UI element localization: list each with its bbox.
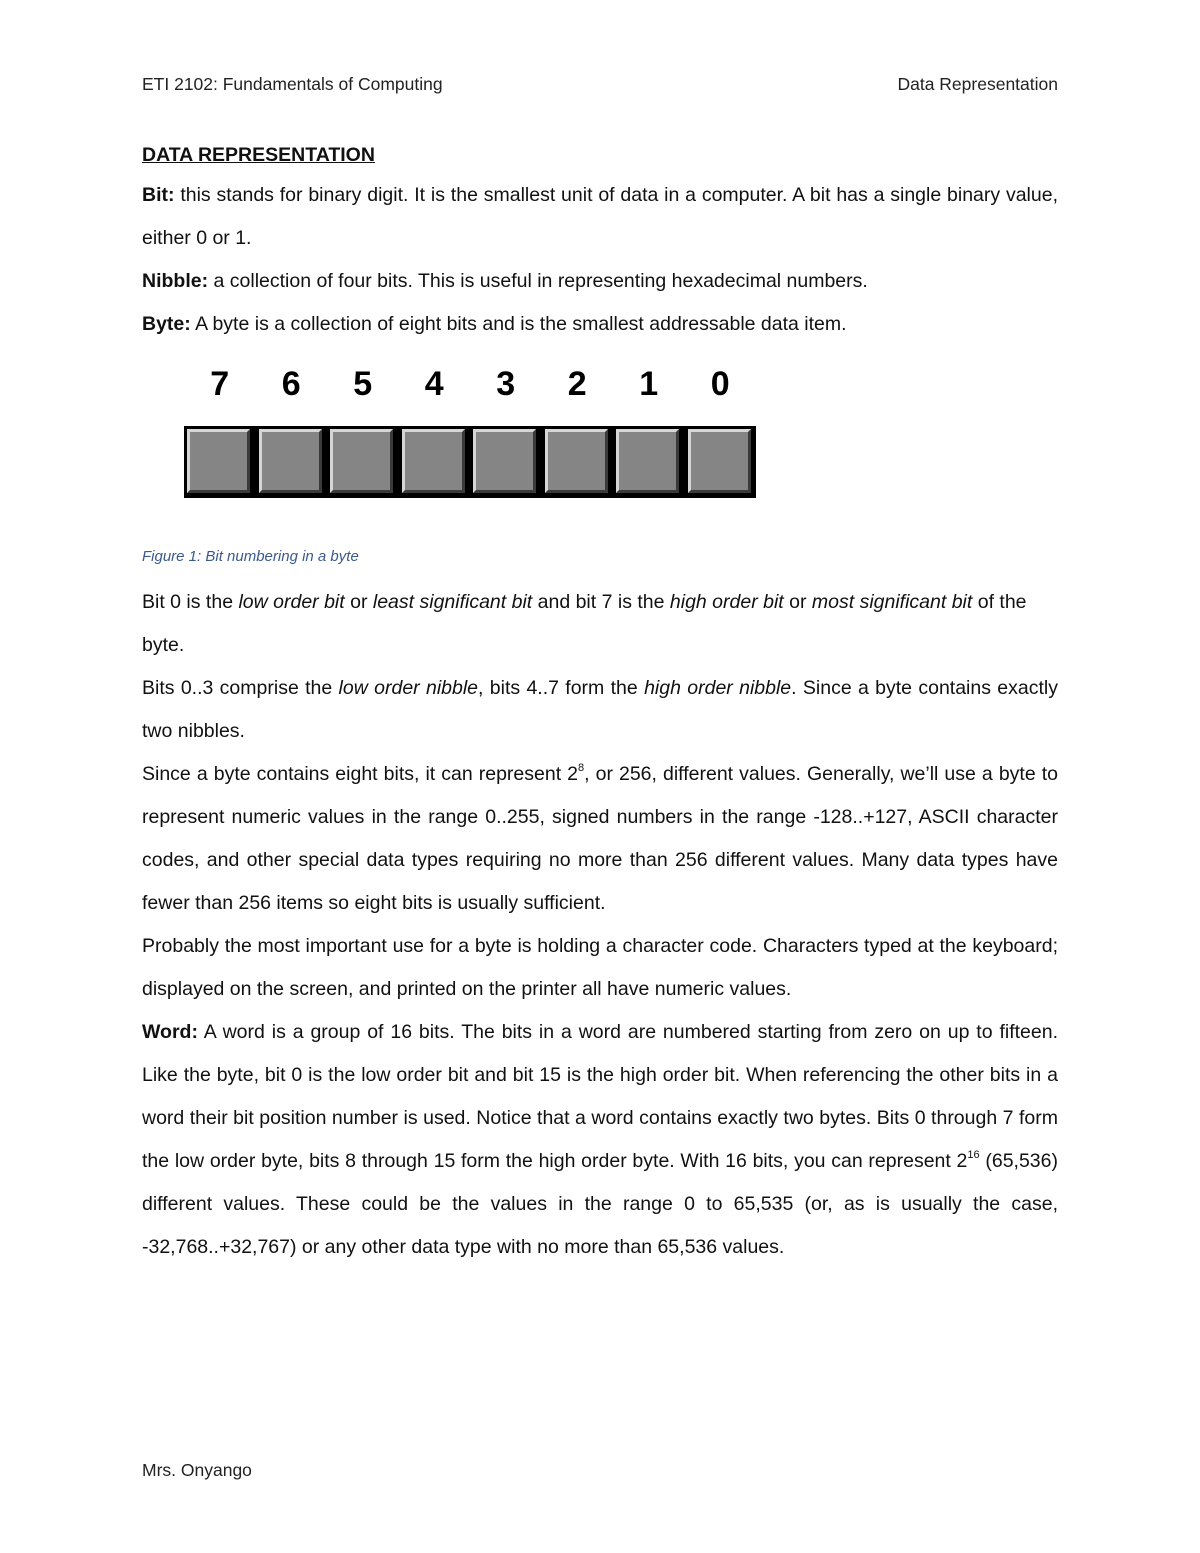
bit-cell [616, 429, 679, 493]
bit-cell [545, 429, 608, 493]
bit-term: Bit: [142, 184, 175, 206]
bit-cell [473, 429, 536, 493]
paragraph-byte-values [142, 753, 1058, 925]
superscript: 16 [967, 1149, 980, 1161]
bit-cell [259, 429, 322, 493]
bit-cell [330, 429, 393, 493]
bit-number: 6 [281, 365, 301, 403]
bit-number-row [184, 362, 756, 406]
emphasis: most significant bit [811, 591, 973, 613]
paragraph-bit-order [142, 581, 1058, 667]
paragraph-character-code: Probably the most important use for a byte is holding a character code. Characters typed at the keyboard; displayed on the screen, and printed on the printer all have numeric values. [142, 935, 1058, 1000]
text-run: Bits 0..3 comprise the [142, 677, 339, 699]
bit-cell [688, 429, 751, 493]
word-definition [142, 1011, 1058, 1269]
byte-cells [184, 426, 756, 498]
nibble-definition [142, 260, 1058, 303]
text-run: A word is a group of 16 bits. The bits in a word are numbered starting from zero on up to fifteen. Like the byte, bit 0 is the low order bit and bit 15 is the high order bit. When referencing the other bits in a word their bit position number is used. Notice that a word contains exactly two bytes. Bits 0 through 7 form the low order byte, bits 8 through 15 form the high order byte. With 16 bits, you can represent 2 [142, 1021, 1058, 1172]
byte-definition [142, 303, 1058, 346]
word-term: Word: [142, 1021, 198, 1043]
text-run: and bit 7 is the [532, 591, 670, 613]
bit-number: 4 [424, 365, 444, 403]
text-run: of the byte. [142, 591, 1027, 656]
emphasis: low order nibble [338, 677, 479, 699]
header-topic: Data Representation [897, 74, 1058, 94]
bit-number: 3 [496, 365, 516, 403]
text-run: , bits 4..7 form the [478, 677, 645, 699]
text-run: . Since a byte contains exactly two nibbles. [142, 677, 1058, 742]
emphasis: high order bit [669, 591, 784, 613]
section-title: DATA REPRESENTATION [142, 144, 375, 166]
header-course-title: ETI 2102: Fundamentals of Computing [142, 74, 443, 94]
byte-figure [142, 350, 1058, 546]
bit-number: 5 [353, 365, 373, 403]
paragraph-nibbles [142, 667, 1058, 753]
text-run: or [783, 591, 812, 613]
figure-caption: Figure 1: Bit numbering in a byte [142, 548, 359, 565]
bit-number: 7 [210, 365, 230, 403]
page-footer-author: Mrs. Onyango [142, 1460, 252, 1480]
bit-definition [142, 174, 1058, 260]
text-run: Since a byte contains eight bits, it can represent 2 [142, 763, 579, 785]
bit-cell [187, 429, 250, 493]
bit-number: 1 [639, 365, 659, 403]
bit-cell [402, 429, 465, 493]
superscript: 8 [578, 762, 585, 774]
document-body [142, 140, 1058, 1269]
page-header [142, 74, 1058, 95]
byte-definition-text: A byte is a collection of eight bits and is the smallest addressable data item. [190, 313, 847, 335]
byte-term: Byte: [142, 313, 191, 335]
emphasis: low order bit [238, 591, 345, 613]
bit-number: 0 [710, 365, 730, 403]
emphasis: least significant bit [372, 591, 533, 613]
emphasis: high order nibble [644, 677, 792, 699]
nibble-term: Nibble: [142, 270, 209, 292]
bit-definition-text: this stands for binary digit. It is the smallest unit of data in a computer. A bit has a single binary value, either 0 or 1. [142, 184, 1058, 249]
text-run: , or 256, different values. Generally, we’ll use a byte to represent numeric values in the range 0..255, signed numbers in the range -128..+127, ASCII character codes, and other special data types requiring no more than 256 different values. Many data types have fewer than 256 items so eight bits is usually sufficient. [142, 763, 1058, 914]
text-run: Bit 0 is the [142, 591, 239, 613]
text-run: or [344, 591, 373, 613]
bit-number: 2 [567, 365, 587, 403]
text-run: (65,536) different values. These could be the values in the range 0 to 65,535 (or, as is usually the case, -32,768..+32,767) or any other data type with no more than 65,536 values. [142, 1150, 1058, 1258]
nibble-definition-text: a collection of four bits. This is useful in representing hexadecimal numbers. [208, 270, 868, 292]
